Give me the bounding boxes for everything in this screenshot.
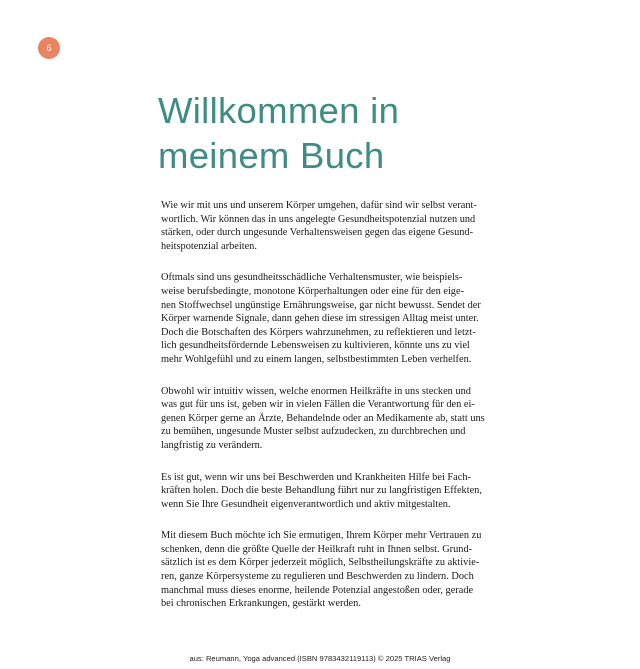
body-text bbox=[161, 199, 501, 629]
text-line: ren, ganze Körpersysteme zu regulieren und Beschwerden zu lindern. Doch bbox=[161, 571, 474, 583]
text-line: zu bemühen, ungesunde Muster selbst aufzudecken, zu durchbrechen und bbox=[161, 426, 466, 438]
text-line: bei chronischen Erkrankungen, gestärkt werden. bbox=[161, 598, 361, 610]
text-line: schenken, denn die größte Quelle der Heilkraft ruht in Ihnen selbst. Grund- bbox=[161, 543, 473, 555]
text-line: manchmal muss dieses enorme, heilende Potenzial angestoßen oder, gerade bbox=[161, 584, 474, 596]
title-line-2: meinem Buch bbox=[158, 135, 385, 176]
paragraph-3 bbox=[161, 385, 501, 453]
text-line: Wie wir mit uns und unserem Körper umgehen, dafür sind wir selbst verant- bbox=[161, 200, 477, 211]
text-line: Obwohl wir intuitiv wissen, welche enormen Heilkräfte in uns stecken und bbox=[161, 385, 471, 397]
text-line: sätzlich ist es dem Körper jederzeit möglich, Selbstheilungskräfte zu aktivie- bbox=[161, 557, 480, 569]
text-line: stärken, oder durch ungesunde Verhaltensweisen gegen das eigene Gesund- bbox=[161, 227, 474, 239]
text-line: Doch die Botschaften des Körpers wahrzunehmen, zu reflektieren und letzt- bbox=[161, 326, 476, 338]
text-line: lich gesundheitsfördernde Lebensweisen zu kultivieren, könnte uns zu viel bbox=[161, 340, 470, 352]
paragraph-4 bbox=[161, 471, 501, 512]
text-line: heitspotenzial arbeiten. bbox=[161, 240, 257, 252]
text-line: genen Körper gerne an Ärzte, Behandelnde oder an Medikamente ab, statt uns bbox=[161, 412, 485, 424]
text-line: kräften holen. Doch die beste Behandlung führt nur zu langfristigen Effekten, bbox=[161, 485, 482, 497]
title-line-1: Willkommen in bbox=[158, 90, 400, 131]
text-line: Mit diesem Buch möchte ich Sie ermutigen, Ihrem Körper mehr Vertrauen zu bbox=[161, 530, 482, 542]
text-line: weise berufsbedingte, monotone Körperhaltungen oder eine für den eige- bbox=[161, 285, 465, 297]
paragraph-2 bbox=[161, 271, 501, 366]
footer-citation: aus: Reumann, Yoga advanced (ISBN 9783432119113) © 2025 TRIAS Verlag bbox=[189, 654, 451, 663]
text-line: nen Stoffwechsel ungünstige Ernährungsweise, gar nicht bewusst. Sendet der bbox=[161, 299, 481, 311]
text-line: mehr Wohlgefühl und zu einem langen, selbstbestimmten Leben verhelfen. bbox=[161, 353, 472, 365]
text-line: wortlich. Wir können das in uns angelegte Gesundheitspotenzial nutzen und bbox=[161, 213, 476, 225]
text-line: wenn Sie Ihre Gesundheit eigenverantwortlich und aktiv mitgestalten. bbox=[161, 498, 451, 510]
page-number-badge: 6 bbox=[38, 37, 60, 59]
paragraph-1 bbox=[161, 199, 501, 253]
text-line: was gut für uns ist, geben wir in vielen Fällen die Verantwortung für den ei- bbox=[161, 399, 475, 411]
text-line: Es ist gut, wenn wir uns bei Beschwerden und Krankheiten Hilfe bei Fach- bbox=[161, 471, 471, 483]
text-line: Oftmals sind uns gesundheitsschädliche Verhaltensmuster, wie beispiels- bbox=[161, 272, 463, 284]
paragraph-5 bbox=[161, 529, 501, 611]
page-title bbox=[158, 88, 538, 178]
text-line: Körper warnende Signale, dann gehen diese im stressigen Alltag meist unter. bbox=[161, 313, 479, 325]
text-line: langfristig zu verändern. bbox=[161, 439, 263, 451]
